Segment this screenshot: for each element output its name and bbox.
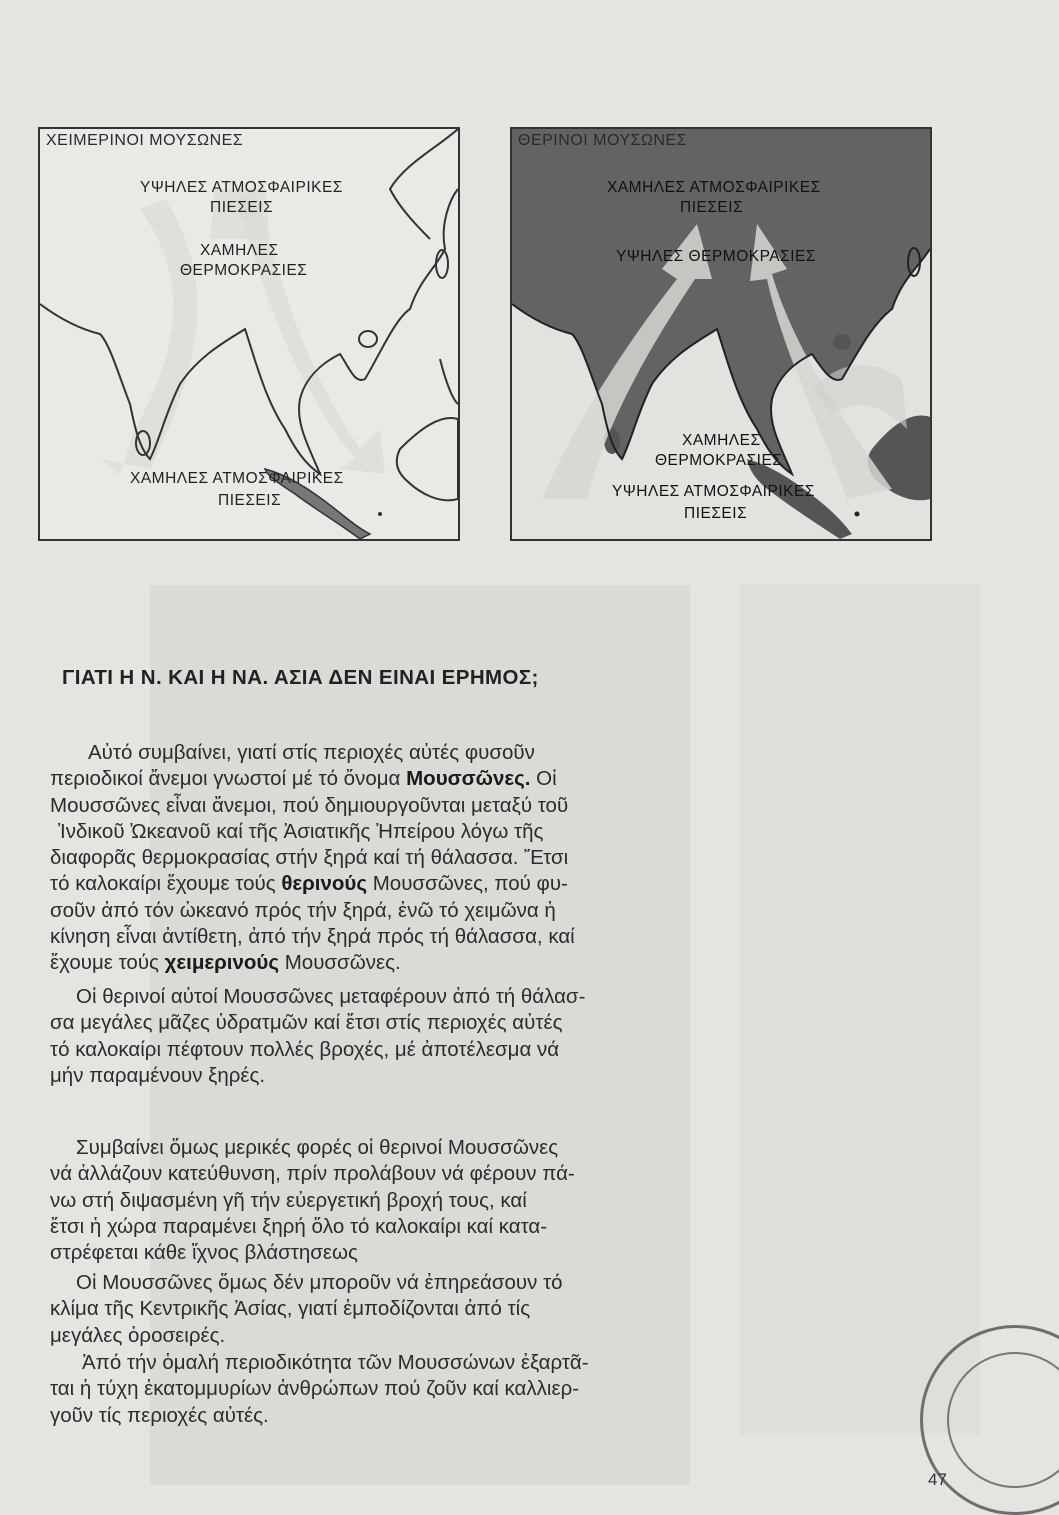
winter-label-low-pressure-2: ΠΙΕΣΕΙΣ	[218, 492, 282, 509]
winter-label-low-temp-2: ΘΕΡΜΟΚΡΑΣΙΕΣ	[180, 262, 308, 279]
p4-line: Οἱ Μουσσῶνες ὅμως δέν μποροῦν νά ἐπηρεάσουν τό	[76, 1271, 563, 1294]
winter-label-high-pressure: ΥΨΗΛΕΣ ΑΤΜΟΣΦΑΙΡΙΚΕΣ	[140, 179, 343, 196]
p2-line: Οἱ θερινοί αὐτοί Μουσσῶνες μεταφέρουν ἀπό τή θάλασ-	[76, 985, 586, 1008]
p5-line: ται ἡ τύχη ἑκατομμυρίων ἀνθρώπων πού ζοῦν καί καλλιερ-	[50, 1377, 580, 1401]
summer-label-low-temp-2: ΘΕΡΜΟΚΡΑΣΙΕΣ	[655, 452, 783, 469]
paragraph-1	[50, 740, 650, 977]
p4-line: μεγάλες ὀροσειρές.	[50, 1323, 226, 1347]
paragraph-5	[50, 1350, 650, 1429]
p3-line: στρέφεται κάθε ἴχνος βλάστησεως	[50, 1241, 358, 1265]
winter-label-low-temp: ΧΑΜΗΛΕΣ	[200, 242, 279, 259]
p3-line: Συμβαίνει ὅμως μερικές φορές οἱ θερινοί Μουσσῶνες	[76, 1136, 559, 1159]
p3-line: ἔτσι ἡ χώρα παραμένει ξηρή ὅλο τό καλοκαίρι καί κατα-	[50, 1214, 548, 1238]
p5-line: Ἀπό τήν ὁμαλή περιοδικότητα τῶν Μουσσώνων ἐξαρτᾶ-	[82, 1351, 589, 1374]
p1-text: τό καλοκαίρι ἔχουμε τούς	[50, 872, 282, 896]
p1-text: περιοδικοί ἄνεμοι γνωστοί μέ τό ὄνομα	[50, 767, 407, 791]
library-stamp-inner-ring	[947, 1352, 1059, 1488]
bleed-through-shade-side	[740, 585, 980, 1435]
p1-line: Μουσσῶνες εἶναι ἄνεμοι, πού δημιουργοῦνται μεταξύ τοῦ	[50, 793, 569, 817]
summer-label-low-pressure: ΧΑΜΗΛΕΣ ΑΤΜΟΣΦΑΙΡΙΚΕΣ	[607, 179, 821, 196]
p1-text: Οἱ	[530, 767, 557, 791]
p1-line	[50, 871, 650, 897]
winter-monsoon-map	[38, 127, 460, 541]
p3-line: νω στή διψασμένη γῆ τήν εὐεργετική βροχή τους, καί	[50, 1188, 527, 1212]
page-number: 47	[928, 1470, 947, 1489]
p2-line: σα μεγάλες μᾶζες ὑδρατμῶν καί ἔτσι στίς περιοχές αὐτές	[50, 1011, 563, 1035]
p5-line: γοῦν τίς περιοχές αὐτές.	[50, 1403, 269, 1427]
summer-map-title: ΘΕΡΙΝΟΙ ΜΟΥΣΩΝΕΣ	[518, 132, 688, 149]
p2-line: τό καλοκαίρι πέφτουν πολλές βροχές, μέ ἀποτέλεσμα νά	[50, 1037, 560, 1061]
p2-line: μήν παραμένουν ξηρές.	[50, 1063, 266, 1087]
p1-text: ἔχουμε τούς	[50, 951, 165, 975]
term-summer: θερινούς	[281, 872, 368, 896]
summer-monsoon-map	[510, 127, 932, 541]
paragraph-2	[50, 984, 650, 1089]
paragraph-3	[50, 1135, 650, 1266]
p1-line	[50, 766, 650, 792]
term-winter: χειμερινούς	[164, 951, 280, 975]
p1-line: σοῦν ἀπό τόν ὠκεανό πρός τήν ξηρά, ἐνῶ τό χειμῶνα ἡ	[50, 898, 556, 922]
winter-label-high-pressure-2: ΠΙΕΣΕΙΣ	[210, 199, 274, 216]
p1-line: διαφορᾶς θερμοκρασίας στήν ξηρά καί τή θάλασσα. Ἔτσι	[50, 846, 569, 870]
winter-label-low-pressure: ΧΑΜΗΛΕΣ ΑΤΜΟΣΦΑΙΡΙΚΕΣ	[130, 470, 344, 487]
summer-label-low-pressure-2: ΠΙΕΣΕΙΣ	[680, 199, 744, 216]
p1-text: Μουσσῶνες.	[279, 951, 401, 975]
p1-line	[50, 950, 650, 976]
p4-line: κλίμα τῆς Κεντρικῆς Ἀσίας, γιατί ἐμποδίζονται ἀπό τίς	[50, 1297, 531, 1321]
p1-line: Ἰνδικοῦ Ὠκεανοῦ καί τῆς Ἀσιατικῆς Ἠπείρου λόγω τῆς	[58, 819, 544, 843]
summer-label-low-temp: ΧΑΜΗΛΕΣ	[682, 432, 761, 449]
term-monsoons: Μουσσῶνες.	[406, 767, 531, 791]
summer-label-high-pressure: ΥΨΗΛΕΣ ΑΤΜΟΣΦΑΙΡΙΚΕΣ	[612, 483, 815, 500]
p1-line: κίνηση εἶναι ἀντίθετη, ἀπό τήν ξηρά πρός τή θάλασσα, καί	[50, 925, 575, 949]
p1-text: Μουσσῶνες, πού φυ-	[367, 872, 568, 896]
winter-map-title: ΧΕΙΜΕΡΙΝΟΙ ΜΟΥΣΩΝΕΣ	[46, 132, 244, 149]
p1-line: Αὐτό συμβαίνει, γιατί στίς περιοχές αὐτές φυσοῦν	[88, 741, 535, 764]
summer-label-high-pressure-2: ΠΙΕΣΕΙΣ	[684, 505, 748, 522]
p3-line: νά ἀλλάζουν κατεύθυνση, πρίν προλάβουν νά φέρουν πά-	[50, 1162, 575, 1186]
summer-label-high-temp: ΥΨΗΛΕΣ ΘΕΡΜΟΚΡΑΣΙΕΣ	[616, 248, 816, 265]
section-heading: ΓΙΑΤΙ Η Ν. ΚΑΙ Η ΝΑ. ΑΣΙΑ ΔΕΝ ΕΙΝΑΙ ΕΡΗΜΟΣ;	[62, 666, 539, 689]
paragraph-4	[50, 1270, 650, 1349]
